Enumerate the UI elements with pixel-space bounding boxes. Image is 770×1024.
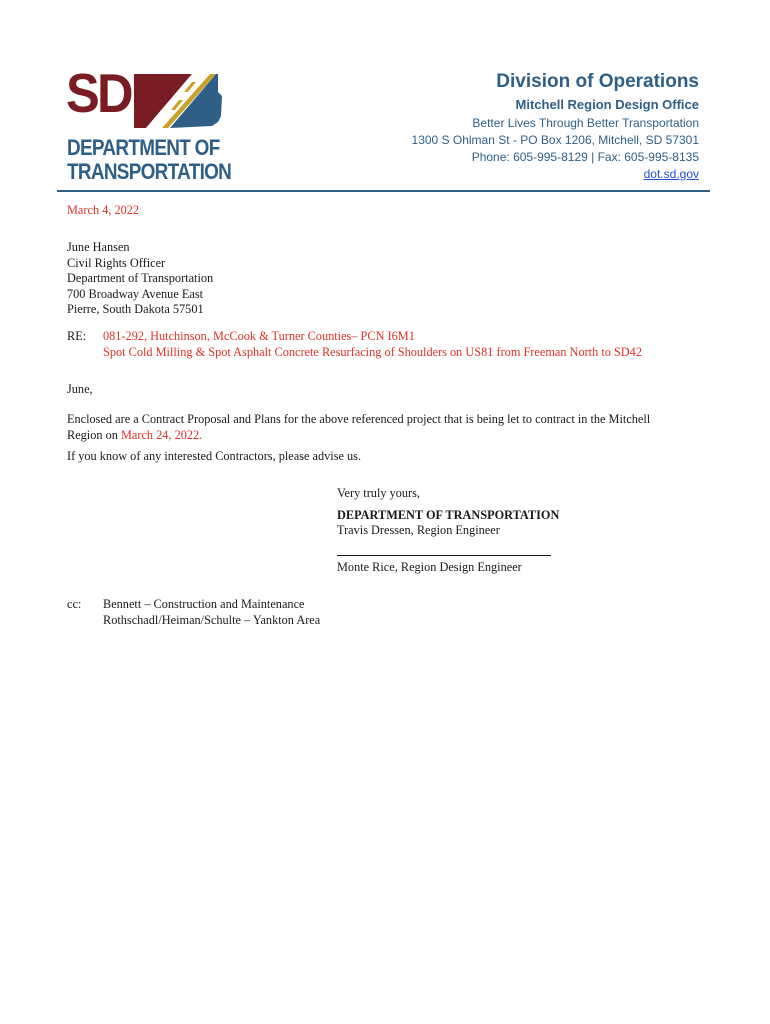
- cc-item: Rothschadl/Heiman/Schulte – Yankton Area: [103, 612, 321, 627]
- cc-label: cc:: [67, 597, 82, 611]
- para1-text: Enclosed are a Contract Proposal and Plans for the above referenced project that is being let to contract in the Mitchell Region on: [67, 412, 651, 442]
- re-line-project: 081-292, Hutchinson, McCook & Turner Counties– PCN I6M1: [103, 329, 415, 343]
- logo-department-text: DEPARTMENT OF: [67, 135, 220, 160]
- logo-sd-letters: SD: [66, 62, 131, 124]
- recipient-org: Department of Transportation: [67, 271, 214, 285]
- signature-department: DEPARTMENT OF TRANSPORTATION: [337, 507, 560, 522]
- logo-transportation-text: TRANSPORTATION: [67, 159, 232, 184]
- division-title: Division of Operations: [496, 71, 699, 92]
- closing: Very truly yours,: [337, 486, 420, 500]
- signature-line: [337, 555, 551, 556]
- signer-1: Travis Dressen, Region Engineer: [337, 523, 500, 537]
- cc-item: Bennett – Construction and Maintenance: [103, 597, 305, 611]
- signature-block: [337, 486, 559, 539]
- office-title: Mitchell Region Design Office: [515, 97, 699, 112]
- signer-2: Monte Rice, Region Design Engineer: [337, 560, 522, 574]
- recipient-street: 700 Broadway Avenue East: [67, 286, 204, 301]
- recipient-city: Pierre, South Dakota 57501: [67, 302, 204, 316]
- website-link[interactable]: dot.sd.gov: [643, 167, 699, 181]
- header-divider: [57, 190, 710, 192]
- letting-date: March 24, 2022.: [120, 427, 203, 442]
- recipient-title: Civil Rights Officer: [67, 255, 166, 270]
- tagline: Better Lives Through Better Transportation: [472, 116, 699, 130]
- body-paragraph-2: If you know of any interested Contractors, please advise us.: [67, 449, 362, 463]
- re-subject: [103, 329, 642, 360]
- body-paragraph-1: [67, 412, 687, 443]
- phone-fax: Phone: 605-995-8129 | Fax: 605-995-8135: [471, 150, 699, 164]
- re-label: RE:: [67, 329, 87, 343]
- cc-list: [103, 597, 320, 628]
- logo-road-graphic-icon: [132, 70, 224, 130]
- re-line-description: Spot Cold Milling & Spot Asphalt Concrete Resurfacing of Shoulders on US81 from Freeman North to SD42: [103, 344, 642, 359]
- salutation: June,: [67, 382, 93, 396]
- recipient-name: June Hansen: [67, 240, 130, 254]
- recipient-address: [67, 240, 213, 318]
- office-address: 1300 S Ohlman St - PO Box 1206, Mitchell, SD 57301: [411, 133, 699, 147]
- letter-date: March 4, 2022: [67, 203, 140, 217]
